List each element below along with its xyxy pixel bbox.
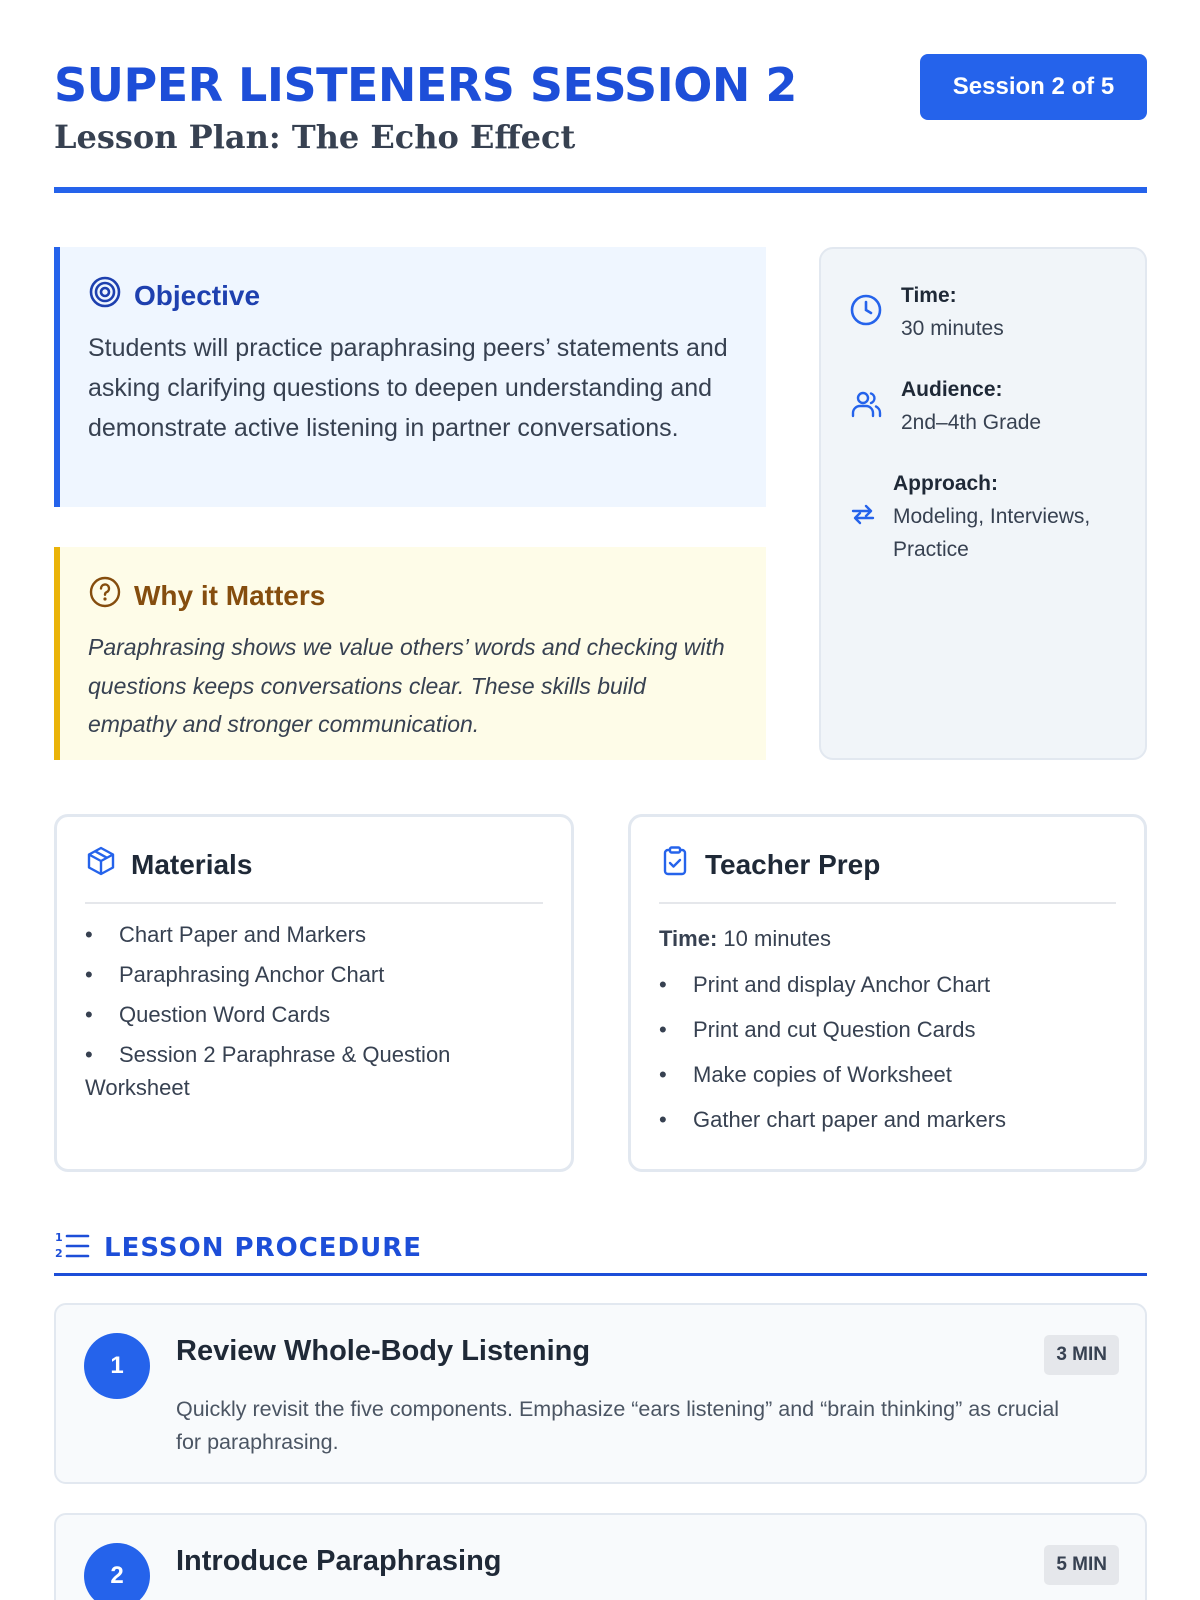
page-subtitle: Lesson Plan: The Echo Effect	[54, 118, 576, 156]
users-icon	[849, 387, 901, 426]
teacher-prep-heading: Teacher Prep	[705, 848, 881, 880]
question-circle-icon	[88, 575, 122, 616]
svg-text:1: 1	[55, 1231, 63, 1244]
objective-panel	[54, 247, 766, 507]
list-item: • Chart Paper and Markers	[85, 922, 366, 947]
materials-card	[54, 814, 574, 1172]
objective-text: Students will practice paraphrasing peers’ statements and asking clarifying questions to deepen understanding and demonstrate active listening in partner conversations.	[88, 334, 728, 442]
prep-time-value: 10 minutes	[723, 926, 832, 951]
box-icon	[85, 845, 117, 884]
audience-value: 2nd–4th Grade	[901, 411, 1042, 434]
procedure-step	[54, 1513, 1147, 1600]
svg-text:2: 2	[55, 1247, 63, 1260]
numbered-list-icon	[54, 1229, 90, 1266]
step-number: 1	[84, 1333, 150, 1399]
repeat-arrows-icon	[849, 500, 893, 533]
materials-header	[85, 845, 543, 904]
why-it-matters-heading: Why it Matters	[134, 579, 326, 611]
list-item: • Gather chart paper and markers	[659, 1107, 1007, 1132]
approach-label: Approach:	[893, 472, 998, 495]
objective-header	[88, 275, 738, 316]
step-duration-badge: 3 MIN	[1044, 1335, 1119, 1375]
list-item: • Paraphrasing Anchor Chart	[85, 962, 385, 987]
target-icon	[88, 275, 122, 316]
header-divider	[54, 187, 1147, 193]
audience-label: Audience:	[901, 378, 1003, 401]
teacher-prep-card	[628, 814, 1147, 1172]
step-description: Quickly revisit the five components. Emphasize “ears listening” and “brain thinking” as crucial for paraphrasing.	[176, 1397, 1060, 1454]
approach-value: Modeling, Interviews, Practice	[893, 505, 1091, 561]
teacher-prep-header	[659, 845, 1116, 904]
step-duration-badge: 5 MIN	[1044, 1545, 1119, 1585]
lesson-info-card	[819, 247, 1147, 760]
prep-time	[659, 926, 1116, 952]
materials-list	[85, 918, 543, 1104]
list-item: • Print and display Anchor Chart	[659, 972, 991, 997]
page-title: SUPER LISTENERS SESSION 2	[54, 58, 797, 112]
session-badge: Session 2 of 5	[920, 54, 1147, 120]
procedure-step	[54, 1303, 1147, 1484]
clipboard-check-icon	[659, 845, 691, 884]
info-approach	[849, 467, 1133, 566]
list-item: • Question Word Cards	[85, 1002, 331, 1027]
lesson-procedure-header	[54, 1228, 1147, 1276]
time-label: Time:	[901, 284, 957, 307]
info-time	[849, 279, 1004, 345]
step-title: Review Whole-Body Listening	[176, 1335, 591, 1367]
clock-icon	[849, 293, 901, 332]
objective-heading: Objective	[134, 279, 261, 311]
lesson-procedure-heading: LESSON PROCEDURE	[104, 1232, 423, 1263]
info-audience	[849, 373, 1041, 439]
why-it-matters-header	[88, 575, 738, 616]
why-it-matters-text: Paraphrasing shows we value others’ words and checking with questions keeps conversations clear. These skills build empathy and stronger communication.	[88, 634, 725, 737]
teacher-prep-list	[659, 968, 1116, 1136]
prep-time-label: Time:	[659, 926, 718, 951]
page-header	[54, 52, 1147, 194]
step-title: Introduce Paraphrasing	[176, 1545, 502, 1577]
materials-heading: Materials	[131, 848, 253, 880]
list-item: • Make copies of Worksheet	[659, 1062, 952, 1087]
list-item: • Print and cut Question Cards	[659, 1017, 976, 1042]
list-item: • Session 2 Paraphrase & Question Worksheet	[85, 1042, 451, 1100]
why-it-matters-panel	[54, 547, 766, 760]
step-number: 2	[84, 1543, 150, 1600]
time-value: 30 minutes	[901, 317, 1004, 340]
